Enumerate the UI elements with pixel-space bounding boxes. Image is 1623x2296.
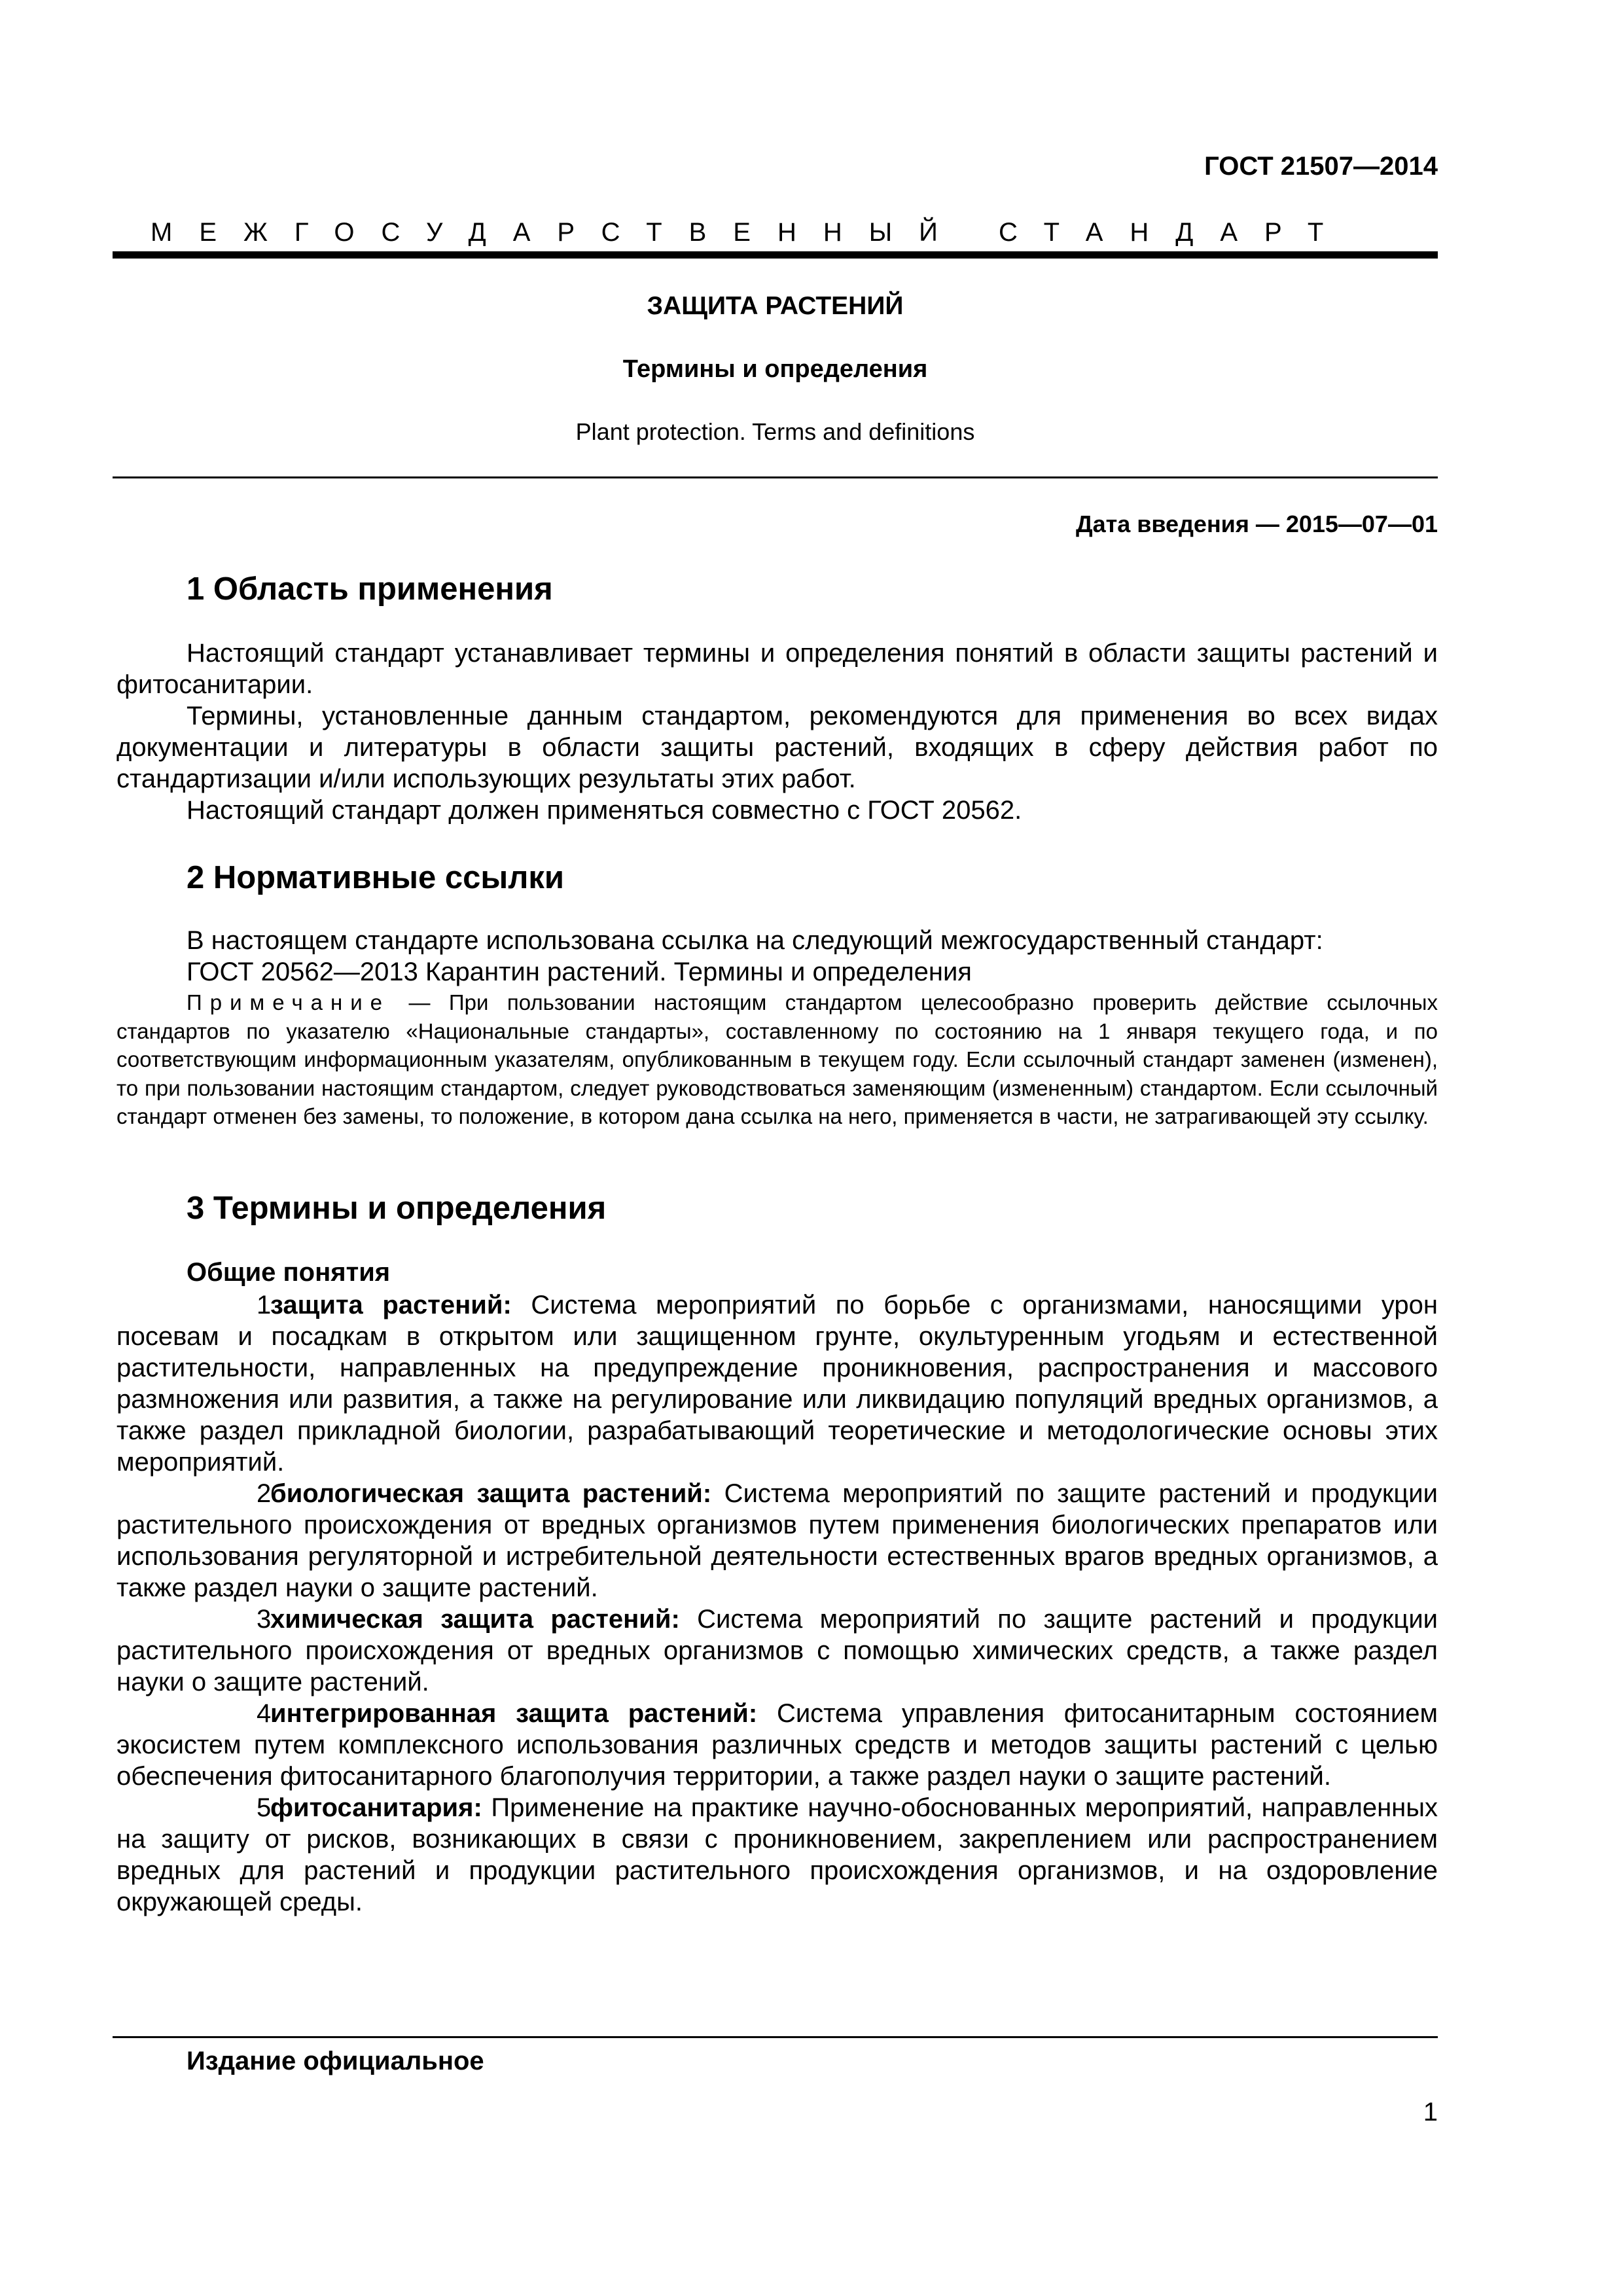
term-number: 3	[257, 1605, 272, 1634]
page-number: 1	[1423, 2098, 1438, 2126]
term-entry	[116, 1698, 1438, 1792]
term-name: защита растений:	[270, 1291, 512, 1319]
term-definition: Применение на практике научно-обоснованных мероприятий, направленных на защиту от рисков, возникающих в связи с проникновением, закреплением или распространением вредных для растений и продукции растительного происхождения организмов, и на оздоровление окружающей среды.	[116, 1793, 1438, 1916]
standard-english-title: Plant protection. Terms and definitions	[575, 418, 975, 445]
term-name: фитосанитария:	[270, 1793, 482, 1822]
term-entry	[116, 1289, 1438, 1478]
term-entry	[116, 1604, 1438, 1698]
term-name: биологическая защита растений:	[270, 1479, 712, 1508]
section-heading-references: 2 Нормативные ссылки	[187, 860, 564, 895]
term-name: химическая защита растений:	[270, 1605, 680, 1634]
term-definition: Система мероприятий по защите растений и продукции растительного происхождения от вредных организмов с помощью химических средств, а также раздел науки о защите растений.	[116, 1605, 1438, 1696]
footer-rule	[113, 2036, 1438, 2038]
term-number: 1	[257, 1291, 272, 1319]
paragraph: Термины, установленные данным стандартом, рекомендуются для применения во всех видах документации и литературы в области защиты растений, входящих в сферу действия работ по стандартизации и/или использующих результаты этих работ.	[116, 702, 1438, 793]
terms-list	[116, 1289, 1438, 1918]
official-edition-label: Издание официальное	[187, 2047, 484, 2075]
paragraph: Настоящий стандарт должен применяться совместно с ГОСТ 20562.	[187, 796, 1022, 825]
terms-subheading: Общие понятия	[187, 1258, 391, 1287]
term-definition: Система управления фитосанитарным состоянием экосистем путем комплексного использования различных средств и методов защиты растений с целью обеспечения фитосанитарного благополучия территории, а также раздел науки о защите растений.	[116, 1699, 1438, 1791]
term-number: 2	[257, 1479, 272, 1508]
term-entry	[116, 1792, 1438, 1918]
term-number: 4	[257, 1699, 272, 1728]
term-name: интегрированная защита растений:	[270, 1699, 758, 1728]
term-definition: Система мероприятий по защите растений и продукции растительного происхождения от вредных организмов путем применения биологических препаратов или использования регуляторной и истребительной деятельности естественных врагов вредных организмов, а также раздел науки о защите растений.	[116, 1479, 1438, 1602]
reference-item: ГОСТ 20562—2013 Карантин растений. Термины и определения	[187, 958, 972, 986]
note-label: Примечание	[187, 990, 391, 1014]
paragraph: Настоящий стандарт устанавливает термины и определения понятий в области защиты растений и фитосанитарии.	[116, 639, 1438, 699]
note-block	[116, 988, 1438, 1131]
standard-title: ЗАЩИТА РАСТЕНИЙ	[647, 292, 904, 320]
section-scope-body	[116, 637, 1438, 826]
note-text: — При пользовании настоящим стандартом целесообразно проверить действие ссылочных стандартов по указателю «Национальные стандарты», составленному по состоянию на 1 января текущего года, и по соответствующим информационным указателям, опубликованным в текущем году. Если ссылочный стандарт заменен (изменен), то при пользовании настоящим стандартом, следует руководствоваться заменяющим (измененным) стандартом. Если ссылочный стандарт отменен без замены, то положение, в котором дана ссылка на него, применяется в части, не затрагивающей эту ссылку.	[116, 990, 1438, 1128]
standard-subtitle: Термины и определения	[622, 355, 928, 383]
section-references-body	[116, 925, 1438, 988]
standard-type-banner: МЕЖГОСУДАРСТВЕННЫЙ СТАНДАРТ	[151, 218, 1351, 247]
term-definition: Система мероприятий по борьбе с организмами, наносящими урон посевам и посадкам в открытом или защищенном грунте, окультуренным угодьям и естественной растительности, направленных на предупреждение проникновения, распространения и массового размножения или развития, а также на регулирование или ликвидацию популяций вредных организмов, а также раздел прикладной биологии, разрабатывающий теоретические и методологические основы этих мероприятий.	[116, 1291, 1438, 1477]
paragraph: В настоящем стандарте использована ссылка на следующий межгосударственный стандарт:	[187, 926, 1323, 955]
title-rule	[113, 476, 1438, 478]
section-heading-terms: 3 Термины и определения	[187, 1191, 607, 1226]
term-number: 5	[257, 1793, 272, 1822]
term-entry	[116, 1478, 1438, 1604]
introduction-date: Дата введения — 2015—07—01	[1075, 511, 1438, 537]
gost-number: ГОСТ 21507—2014	[1204, 152, 1438, 181]
header-rule	[113, 251, 1438, 259]
section-heading-scope: 1 Область применения	[187, 571, 553, 607]
